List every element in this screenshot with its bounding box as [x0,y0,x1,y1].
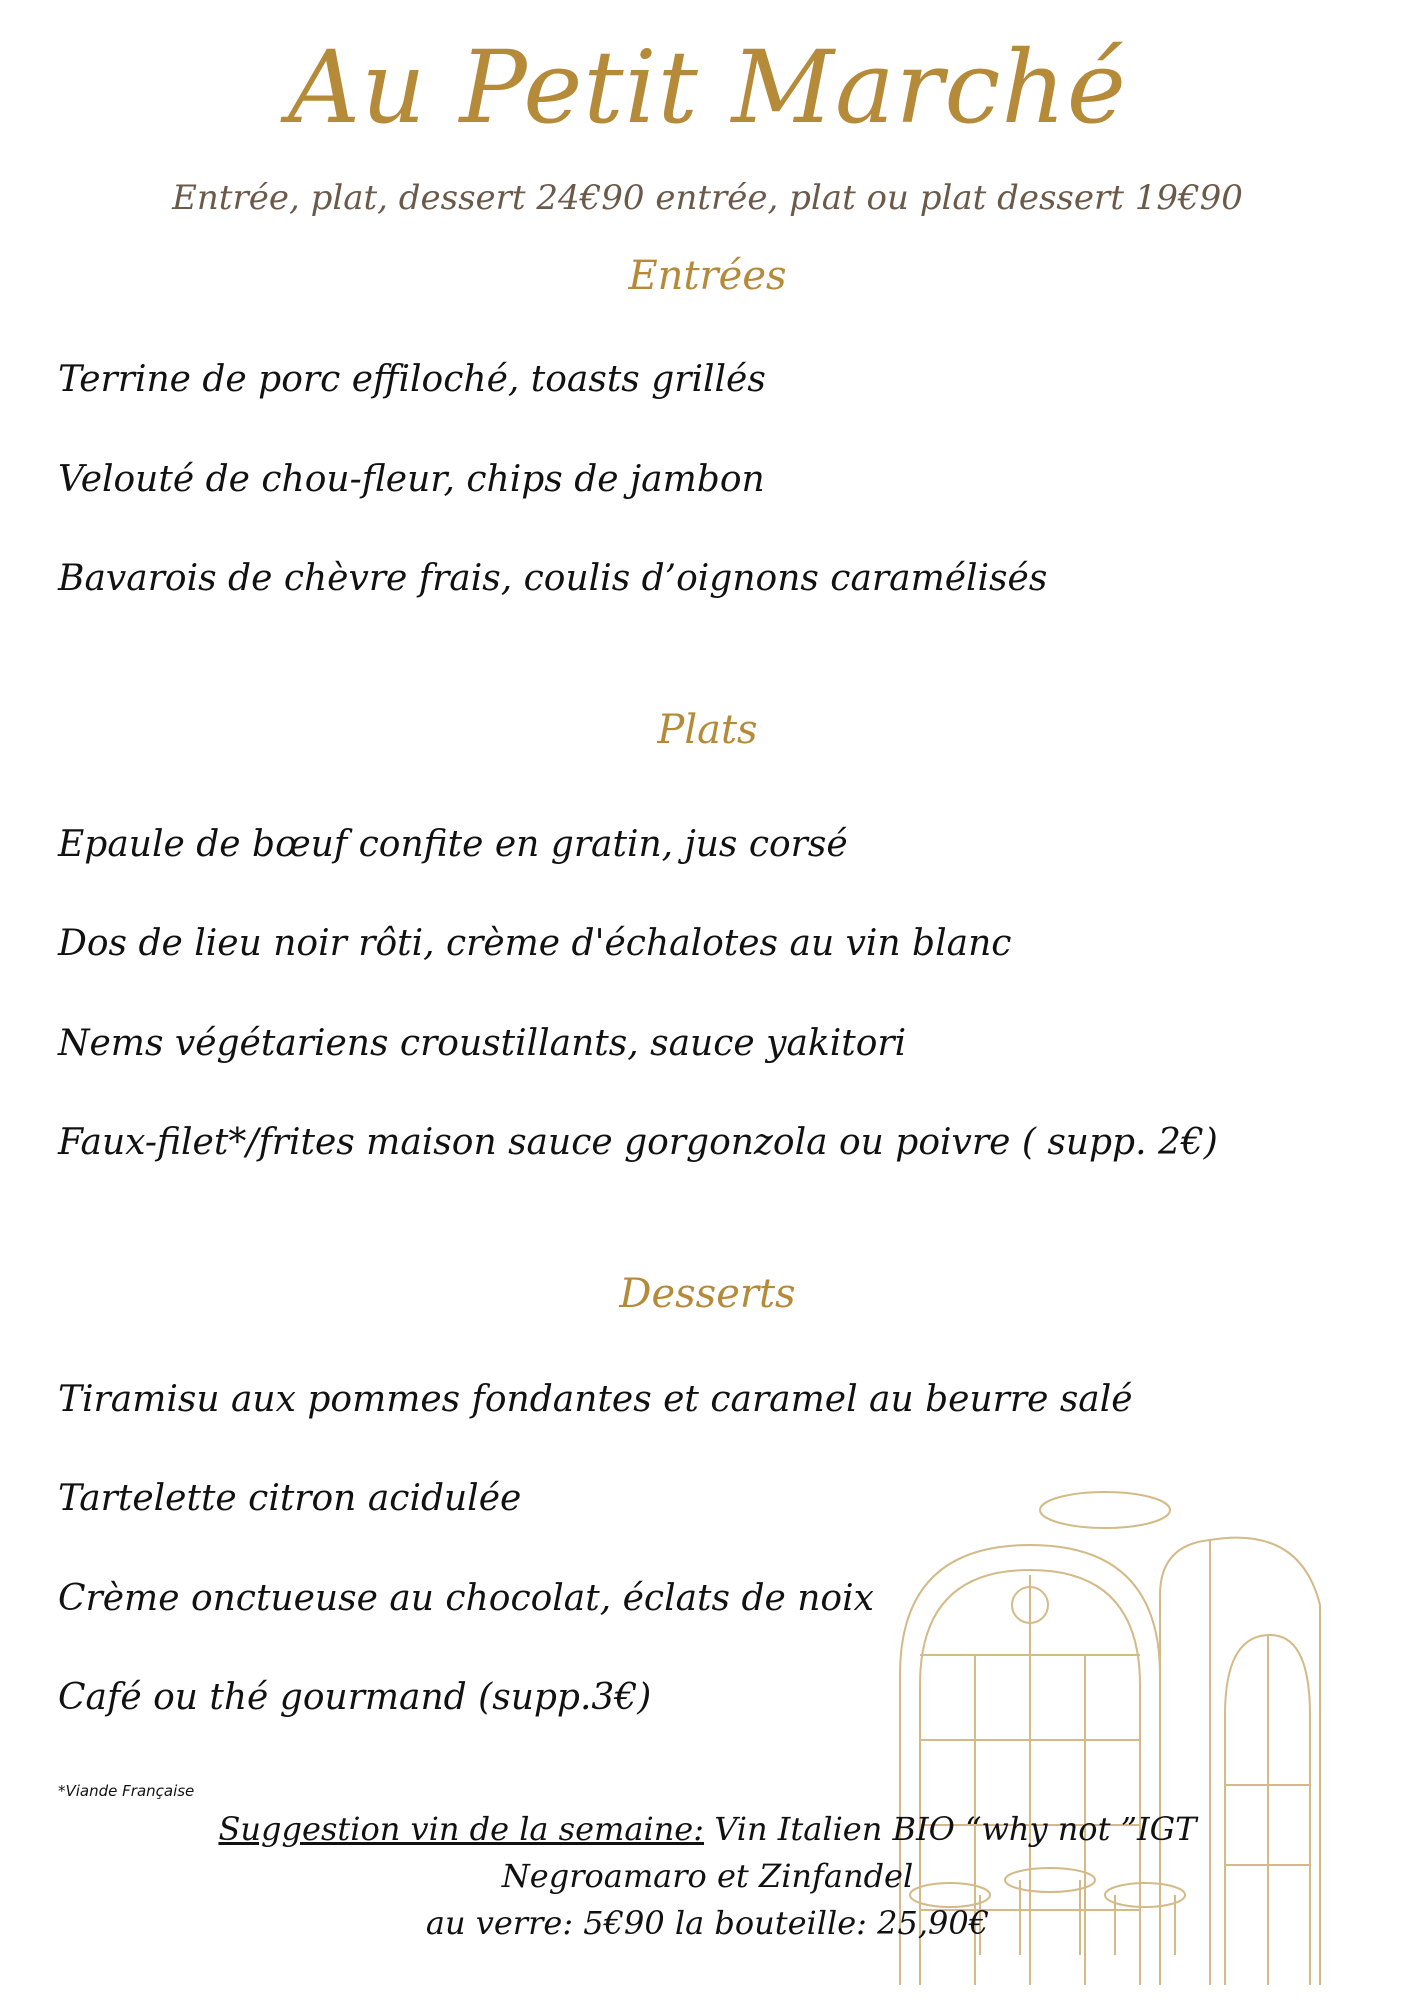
menu-item: Crème onctueuse au chocolat, éclats de noix [58,1578,874,1619]
section-title-entrees: Entrées [628,253,787,299]
menu-item: Nems végétariens croustillants, sauce yakitori [58,1023,907,1064]
restaurant-title: Au Petit Marché [288,29,1127,146]
wine-grapes: Negroamaro et Zinfandel [501,1857,914,1895]
menu-item: Café ou thé gourmand (supp.3€) [58,1677,652,1718]
wine-suggestion-line1 [0,1810,1415,1848]
wine-name: Vin Italien BIO “why not ”IGT [704,1810,1197,1848]
menu-item: Terrine de porc effiloché, toasts grillés [58,359,766,400]
wine-suggestion-label: Suggestion vin de la semaine: [218,1810,705,1848]
menu-item: Velouté de chou-fleur, chips de jambon [58,459,765,500]
menu-prices: Entrée, plat, dessert 24€90 entrée, plat ou plat dessert 19€90 [172,178,1243,218]
section-title-desserts: Desserts [619,1271,796,1317]
menu-item: Faux-filet*/frites maison sauce gorgonzola ou poivre ( supp. 2€) [58,1122,1218,1163]
section-title-plats: Plats [657,707,758,753]
menu-item: Epaule de bœuf confite en gratin, jus corsé [58,824,848,865]
footnote: *Viande Française [58,1782,195,1800]
wine-prices: au verre: 5€90 la bouteille: 25,90€ [425,1904,990,1942]
menu-item: Tartelette citron acidulée [58,1478,522,1519]
menu-item: Bavarois de chèvre frais, coulis d’oignons caramélisés [58,558,1048,599]
menu-item: Tiramisu aux pommes fondantes et caramel au beurre salé [58,1379,1133,1420]
menu-item: Dos de lieu noir rôti, crème d'échalotes au vin blanc [58,923,1012,964]
